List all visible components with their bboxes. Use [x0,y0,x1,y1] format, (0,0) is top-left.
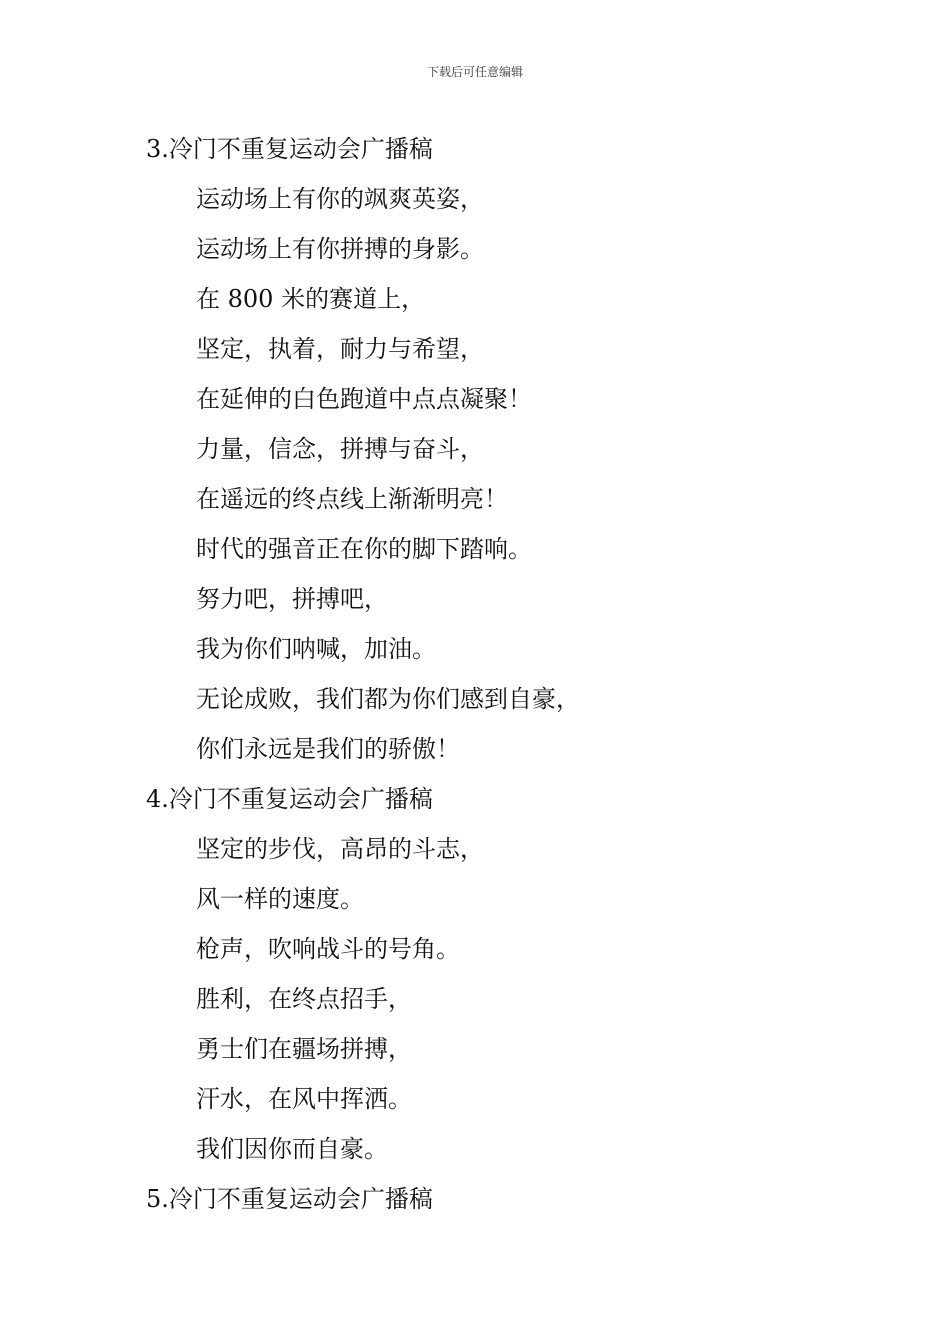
poem-line: 坚定的步伐，高昂的斗志， [196,835,484,863]
section-heading: 3.冷门不重复运动会广播稿 [146,135,433,163]
poem-line: 汗水，在风中挥洒。 [196,1085,412,1113]
page-header-note: 下载后可任意编辑 [426,65,523,79]
poem-line: 在延伸的白色跑道中点点凝聚！ [196,385,532,413]
document-body [0,124,950,1224]
poem-line: 勇士们在疆场拼搏， [196,1035,412,1063]
poem-line: 时代的强音正在你的脚下踏响。 [196,535,532,563]
section-3 [0,124,950,774]
section-4 [0,774,950,1174]
section-heading: 4.冷门不重复运动会广播稿 [146,785,433,813]
poem-line: 风一样的速度。 [196,885,364,913]
section-5 [0,1174,950,1224]
poem-line: 坚定，执着，耐力与希望， [196,335,484,363]
poem-line: 在遥远的终点线上渐渐明亮！ [196,485,508,513]
section-heading: 5.冷门不重复运动会广播稿 [146,1185,433,1213]
poem-line: 运动场上有你拼搏的身影。 [196,235,484,263]
poem-line: 在 800 米的赛道上， [196,285,426,313]
poem-line: 力量，信念，拼搏与奋斗， [196,435,484,463]
poem-line: 我们因你而自豪。 [196,1135,388,1163]
poem-line: 无论成败，我们都为你们感到自豪， [196,685,580,713]
poem-line: 我为你们呐喊，加油。 [196,635,436,663]
poem-line: 努力吧，拼搏吧， [196,585,388,613]
poem-line: 枪声，吹响战斗的号角。 [196,935,460,963]
poem-line: 胜利，在终点招手， [196,985,412,1013]
poem-line: 运动场上有你的飒爽英姿， [196,185,484,213]
poem-line: 你们永远是我们的骄傲！ [196,735,460,763]
